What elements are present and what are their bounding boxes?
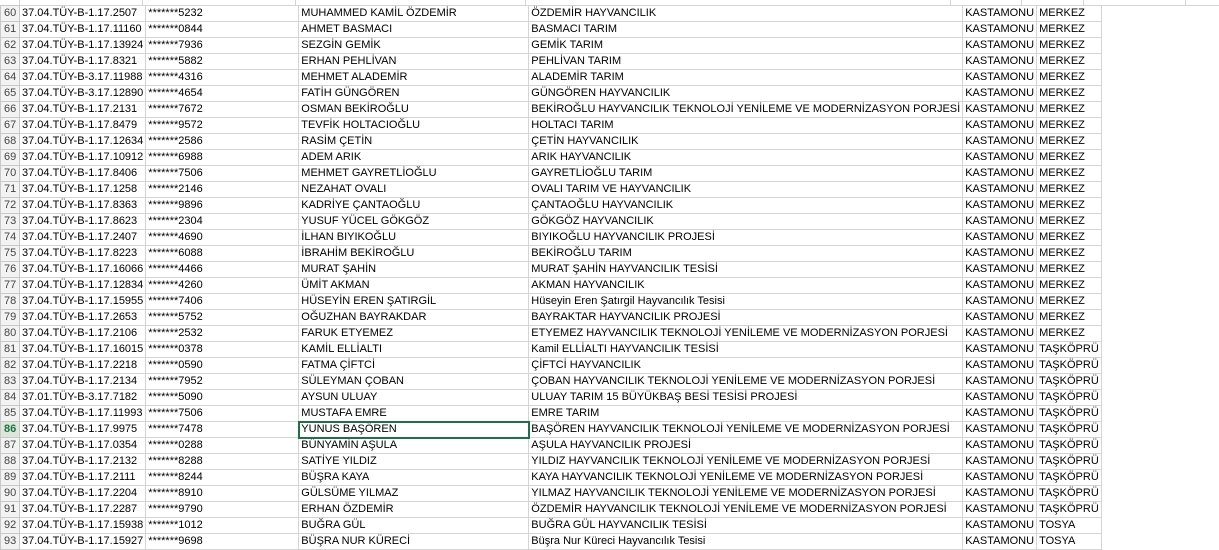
cell-project-code[interactable]: 37.04.TÜY-B-1.17.8223: [20, 246, 146, 262]
cell-project-title[interactable]: GÖKGÖZ HAYVANCILIK: [529, 214, 963, 230]
table-row[interactable]: [1, 294, 1102, 310]
table-row[interactable]: [1, 38, 1102, 54]
cell-name[interactable]: RASİM ÇETİN: [299, 134, 529, 150]
cell-masked-id[interactable]: *******8288: [146, 454, 299, 470]
cell-project-title[interactable]: BEKİROĞLU HAYVANCILIK TEKNOLOJİ YENİLEME VE MODERNİZASYON PORJESİ: [529, 102, 963, 118]
cell-masked-id[interactable]: *******0844: [146, 22, 299, 38]
cell-district[interactable]: TAŞKÖPRÜ: [1037, 406, 1102, 422]
row-header[interactable]: 68: [1, 134, 20, 150]
cell-province[interactable]: KASTAMONU: [963, 54, 1037, 70]
table-row[interactable]: [1, 534, 1102, 550]
row-header[interactable]: 64: [1, 70, 20, 86]
cell-project-title[interactable]: ETYEMEZ HAYVANCILIK TEKNOLOJİ YENİLEME VE MODERNİZASYON PORJESİ: [529, 326, 963, 342]
cell-project-title[interactable]: BAYRAKTAR HAYVANCILIK PROJESİ: [529, 310, 963, 326]
cell-name[interactable]: ERHAN PEHLİVAN: [299, 54, 529, 70]
cell-project-code[interactable]: 37.04.TÜY-B-1.17.2132: [20, 454, 146, 470]
row-header[interactable]: 81: [1, 342, 20, 358]
cell-project-title[interactable]: HOLTACI TARIM: [529, 118, 963, 134]
table-row[interactable]: [1, 182, 1102, 198]
cell-province[interactable]: KASTAMONU: [963, 278, 1037, 294]
table-row[interactable]: [1, 118, 1102, 134]
cell-province[interactable]: KASTAMONU: [963, 502, 1037, 518]
cell-name[interactable]: AHMET BASMACI: [299, 22, 529, 38]
cell-project-title[interactable]: AŞULA HAYVANCILIK PROJESİ: [529, 438, 963, 454]
cell-masked-id[interactable]: *******7672: [146, 102, 299, 118]
cell-project-code[interactable]: 37.04.TÜY-B-1.17.2407: [20, 230, 146, 246]
row-header[interactable]: 72: [1, 198, 20, 214]
table-row[interactable]: [1, 262, 1102, 278]
row-header[interactable]: 71: [1, 182, 20, 198]
cell-project-code[interactable]: 37.04.TÜY-B-1.17.2204: [20, 486, 146, 502]
row-header[interactable]: 83: [1, 374, 20, 390]
cell-name[interactable]: NEZAHAT OVALI: [299, 182, 529, 198]
cell-project-code[interactable]: 37.04.TÜY-B-1.17.2106: [20, 326, 146, 342]
spreadsheet-grid: [0, 5, 1102, 550]
cell-masked-id[interactable]: *******4260: [146, 278, 299, 294]
cell-project-title[interactable]: ULUAY TARIM 15 BÜYÜKBAŞ BESİ TESİSİ PROJESİ: [529, 390, 963, 406]
table-row[interactable]: [1, 70, 1102, 86]
cell-masked-id[interactable]: *******5232: [146, 6, 299, 22]
cell-province[interactable]: KASTAMONU: [963, 246, 1037, 262]
cell-district[interactable]: MERKEZ: [1037, 70, 1102, 86]
cell-project-title[interactable]: GAYRETLİOĞLU TARIM: [529, 166, 963, 182]
cell-province[interactable]: KASTAMONU: [963, 342, 1037, 358]
cell-masked-id[interactable]: *******4654: [146, 86, 299, 102]
cell-project-title[interactable]: ÖZDEMİR HAYVANCILIK: [529, 6, 963, 22]
table-row[interactable]: [1, 438, 1102, 454]
row-header[interactable]: 60: [1, 6, 20, 22]
table-row[interactable]: [1, 422, 1102, 438]
cell-masked-id[interactable]: *******0590: [146, 358, 299, 374]
cell-project-title[interactable]: AKMAN HAYVANCILIK: [529, 278, 963, 294]
cell-project-title[interactable]: BAŞÖREN HAYVANCILIK TEKNOLOJİ YENİLEME VE MODERNİZASYON PORJESİ: [529, 422, 963, 438]
row-header[interactable]: 86: [1, 422, 20, 438]
cell-project-title[interactable]: ÇOBAN HAYVANCILIK TEKNOLOJİ YENİLEME VE MODERNİZASYON PORJESİ: [529, 374, 963, 390]
table-row[interactable]: [1, 6, 1102, 22]
row-header[interactable]: 67: [1, 118, 20, 134]
cell-masked-id[interactable]: *******4466: [146, 262, 299, 278]
cell-project-code[interactable]: 37.04.TÜY-B-1.17.16015: [20, 342, 146, 358]
cell-province[interactable]: KASTAMONU: [963, 230, 1037, 246]
cell-name[interactable]: ÜMİT AKMAN: [299, 278, 529, 294]
cell-province[interactable]: KASTAMONU: [963, 70, 1037, 86]
row-header[interactable]: 93: [1, 534, 20, 550]
cell-district[interactable]: MERKEZ: [1037, 6, 1102, 22]
table-row[interactable]: [1, 230, 1102, 246]
cell-masked-id[interactable]: *******9790: [146, 502, 299, 518]
table-row[interactable]: [1, 390, 1102, 406]
table-row[interactable]: [1, 342, 1102, 358]
table-row[interactable]: [1, 374, 1102, 390]
row-header[interactable]: 69: [1, 150, 20, 166]
cell-province[interactable]: KASTAMONU: [963, 518, 1037, 534]
cell-province[interactable]: KASTAMONU: [963, 422, 1037, 438]
cell-project-code[interactable]: 37.01.TÜY-B-3.17.7182: [20, 390, 146, 406]
cell-project-code[interactable]: 37.04.TÜY-B-1.17.2653: [20, 310, 146, 326]
cell-project-code[interactable]: 37.04.TÜY-B-1.17.11993: [20, 406, 146, 422]
cell-name[interactable]: FATMA ÇİFTCİ: [299, 358, 529, 374]
cell-project-title[interactable]: BEKİROĞLU TARIM: [529, 246, 963, 262]
cell-province[interactable]: KASTAMONU: [963, 326, 1037, 342]
cell-masked-id[interactable]: *******0288: [146, 438, 299, 454]
cell-project-title[interactable]: ÖZDEMİR HAYVANCILIK TEKNOLOJİ YENİLEME VE MODERNİZASYON PORJESİ: [529, 502, 963, 518]
cell-project-code[interactable]: 37.04.TÜY-B-1.17.2287: [20, 502, 146, 518]
row-header[interactable]: 89: [1, 470, 20, 486]
cell-province[interactable]: KASTAMONU: [963, 358, 1037, 374]
row-header[interactable]: 91: [1, 502, 20, 518]
table-row[interactable]: [1, 198, 1102, 214]
table-row[interactable]: [1, 214, 1102, 230]
row-header[interactable]: 65: [1, 86, 20, 102]
cell-masked-id[interactable]: *******5882: [146, 54, 299, 70]
cell-district[interactable]: MERKEZ: [1037, 118, 1102, 134]
cell-district[interactable]: MERKEZ: [1037, 230, 1102, 246]
cell-district[interactable]: TAŞKÖPRÜ: [1037, 422, 1102, 438]
cell-name[interactable]: BÜNYAMİN AŞULA: [299, 438, 529, 454]
cell-province[interactable]: KASTAMONU: [963, 182, 1037, 198]
cell-province[interactable]: KASTAMONU: [963, 150, 1037, 166]
cell-project-title[interactable]: ÇİFTCİ HAYVANCILIK: [529, 358, 963, 374]
cell-project-title[interactable]: YILDIZ HAYVANCILIK TEKNOLOJİ YENİLEME VE MODERNİZASYON PORJESİ: [529, 454, 963, 470]
cell-project-title[interactable]: Kamil ELLİALTI HAYVANCILIK TESİSİ: [529, 342, 963, 358]
cell-district[interactable]: MERKEZ: [1037, 38, 1102, 54]
cell-project-title[interactable]: Büşra Nur Küreci Hayvancılık Tesisi: [529, 534, 963, 550]
cell-masked-id[interactable]: *******8910: [146, 486, 299, 502]
row-header[interactable]: 79: [1, 310, 20, 326]
cell-province[interactable]: KASTAMONU: [963, 294, 1037, 310]
row-header[interactable]: 78: [1, 294, 20, 310]
row-header[interactable]: 90: [1, 486, 20, 502]
cell-masked-id[interactable]: *******5090: [146, 390, 299, 406]
row-header[interactable]: 66: [1, 102, 20, 118]
cell-province[interactable]: KASTAMONU: [963, 454, 1037, 470]
row-header[interactable]: 63: [1, 54, 20, 70]
cell-name[interactable]: MUHAMMED KAMİL ÖZDEMİR: [299, 6, 529, 22]
cell-project-code[interactable]: 37.04.TÜY-B-1.17.9975: [20, 422, 146, 438]
cell-name[interactable]: ADEM ARIK: [299, 150, 529, 166]
cell-project-code[interactable]: 37.04.TÜY-B-1.17.2111: [20, 470, 146, 486]
cell-name[interactable]: TEVFİK HOLTACIOĞLU: [299, 118, 529, 134]
cell-name[interactable]: SATİYE YILDIZ: [299, 454, 529, 470]
table-row[interactable]: [1, 54, 1102, 70]
cell-name[interactable]: BÜŞRA NUR KÜRECİ: [299, 534, 529, 550]
cell-project-code[interactable]: 37.04.TÜY-B-1.17.8321: [20, 54, 146, 70]
cell-province[interactable]: KASTAMONU: [963, 438, 1037, 454]
cell-name[interactable]: YUSUF YÜCEL GÖKGÖZ: [299, 214, 529, 230]
row-header[interactable]: 61: [1, 22, 20, 38]
cell-name[interactable]: ERHAN ÖZDEMİR: [299, 502, 529, 518]
cell-name[interactable]: SÜLEYMAN ÇOBAN: [299, 374, 529, 390]
cell-masked-id[interactable]: *******9698: [146, 534, 299, 550]
cell-project-code[interactable]: 37.04.TÜY-B-3.17.12890: [20, 86, 146, 102]
cell-masked-id[interactable]: *******2304: [146, 214, 299, 230]
row-header[interactable]: 84: [1, 390, 20, 406]
table-row[interactable]: [1, 22, 1102, 38]
cell-district[interactable]: MERKEZ: [1037, 150, 1102, 166]
cell-project-code[interactable]: 37.04.TÜY-B-1.17.2134: [20, 374, 146, 390]
cell-province[interactable]: KASTAMONU: [963, 310, 1037, 326]
cell-name[interactable]: HÜSEYİN EREN ŞATIRGİL: [299, 294, 529, 310]
cell-project-code[interactable]: 37.04.TÜY-B-1.17.15955: [20, 294, 146, 310]
table-row[interactable]: [1, 486, 1102, 502]
table-row[interactable]: [1, 502, 1102, 518]
cell-province[interactable]: KASTAMONU: [963, 22, 1037, 38]
cell-project-title[interactable]: Hüseyin Eren Şatırgil Hayvancılık Tesisi: [529, 294, 963, 310]
cell-province[interactable]: KASTAMONU: [963, 166, 1037, 182]
table-row[interactable]: [1, 518, 1102, 534]
cell-name[interactable]: SEZGİN GEMİK: [299, 38, 529, 54]
cell-province[interactable]: KASTAMONU: [963, 406, 1037, 422]
cell-province[interactable]: KASTAMONU: [963, 534, 1037, 550]
cell-name[interactable]: AYSUN ULUAY: [299, 390, 529, 406]
cell-district[interactable]: TAŞKÖPRÜ: [1037, 390, 1102, 406]
cell-district[interactable]: MERKEZ: [1037, 86, 1102, 102]
row-header[interactable]: 62: [1, 38, 20, 54]
cell-project-code[interactable]: 37.04.TÜY-B-1.17.12834: [20, 278, 146, 294]
cell-district[interactable]: TAŞKÖPRÜ: [1037, 342, 1102, 358]
cell-district[interactable]: MERKEZ: [1037, 102, 1102, 118]
cell-masked-id[interactable]: *******7952: [146, 374, 299, 390]
cell-district[interactable]: TAŞKÖPRÜ: [1037, 470, 1102, 486]
cell-project-title[interactable]: MURAT ŞAHİN HAYVANCILIK TESİSİ: [529, 262, 963, 278]
table-row[interactable]: [1, 406, 1102, 422]
table-row[interactable]: [1, 326, 1102, 342]
cell-district[interactable]: MERKEZ: [1037, 326, 1102, 342]
cell-district[interactable]: MERKEZ: [1037, 278, 1102, 294]
cell-project-title[interactable]: BIYIKOĞLU HAYVANCILIK PROJESİ: [529, 230, 963, 246]
table-row[interactable]: [1, 86, 1102, 102]
table-row[interactable]: [1, 358, 1102, 374]
cell-project-title[interactable]: GEMİK TARIM: [529, 38, 963, 54]
cell-masked-id[interactable]: *******7478: [146, 422, 299, 438]
cell-name[interactable]: MURAT ŞAHİN: [299, 262, 529, 278]
cell-project-title[interactable]: YILMAZ HAYVANCILIK TEKNOLOJİ YENİLEME VE MODERNİZASYON PORJESİ: [529, 486, 963, 502]
cell-project-title[interactable]: EMRE TARIM: [529, 406, 963, 422]
cell-name[interactable]: BUĞRA GÜL: [299, 518, 529, 534]
row-header[interactable]: 85: [1, 406, 20, 422]
cell-project-code[interactable]: 37.04.TÜY-B-1.17.8623: [20, 214, 146, 230]
cell-name[interactable]: YUNUS BAŞÖREN: [299, 422, 529, 438]
row-header[interactable]: 87: [1, 438, 20, 454]
cell-project-title[interactable]: GÜNGÖREN HAYVANCILIK: [529, 86, 963, 102]
cell-masked-id[interactable]: *******9572: [146, 118, 299, 134]
table-row[interactable]: [1, 470, 1102, 486]
cell-project-code[interactable]: 37.04.TÜY-B-1.17.0354: [20, 438, 146, 454]
table-row[interactable]: [1, 454, 1102, 470]
cell-name[interactable]: KADRİYE ÇANTAOĞLU: [299, 198, 529, 214]
row-header[interactable]: 77: [1, 278, 20, 294]
cell-province[interactable]: KASTAMONU: [963, 118, 1037, 134]
cell-district[interactable]: MERKEZ: [1037, 262, 1102, 278]
cell-district[interactable]: TAŞKÖPRÜ: [1037, 438, 1102, 454]
table-row[interactable]: [1, 102, 1102, 118]
cell-name[interactable]: İLHAN BIYIKOĞLU: [299, 230, 529, 246]
cell-district[interactable]: MERKEZ: [1037, 198, 1102, 214]
cell-name[interactable]: OĞUZHAN BAYRAKDAR: [299, 310, 529, 326]
cell-masked-id[interactable]: *******7406: [146, 294, 299, 310]
cell-project-code[interactable]: 37.04.TÜY-B-1.17.12634: [20, 134, 146, 150]
cell-district[interactable]: MERKEZ: [1037, 134, 1102, 150]
cell-project-title[interactable]: ÇETİN HAYVANCILIK: [529, 134, 963, 150]
cell-district[interactable]: TAŞKÖPRÜ: [1037, 374, 1102, 390]
row-header[interactable]: 92: [1, 518, 20, 534]
cell-province[interactable]: KASTAMONU: [963, 390, 1037, 406]
row-header[interactable]: 76: [1, 262, 20, 278]
cell-project-code[interactable]: 37.04.TÜY-B-1.17.11160: [20, 22, 146, 38]
cell-province[interactable]: KASTAMONU: [963, 38, 1037, 54]
cell-name[interactable]: MEHMET ALADEMİR: [299, 70, 529, 86]
cell-district[interactable]: TAŞKÖPRÜ: [1037, 454, 1102, 470]
cell-province[interactable]: KASTAMONU: [963, 470, 1037, 486]
cell-masked-id[interactable]: *******1012: [146, 518, 299, 534]
cell-district[interactable]: MERKEZ: [1037, 214, 1102, 230]
table-row[interactable]: [1, 278, 1102, 294]
cell-name[interactable]: MUSTAFA EMRE: [299, 406, 529, 422]
cell-district[interactable]: TOSYA: [1037, 518, 1102, 534]
cell-project-title[interactable]: OVALI TARIM VE HAYVANCILIK: [529, 182, 963, 198]
cell-project-code[interactable]: 37.04.TÜY-B-1.17.8406: [20, 166, 146, 182]
cell-masked-id[interactable]: *******7506: [146, 406, 299, 422]
cell-province[interactable]: KASTAMONU: [963, 198, 1037, 214]
cell-province[interactable]: KASTAMONU: [963, 86, 1037, 102]
cell-district[interactable]: MERKEZ: [1037, 294, 1102, 310]
cell-district[interactable]: MERKEZ: [1037, 310, 1102, 326]
cell-project-title[interactable]: BUĞRA GÜL HAYVANCILIK TESİSİ: [529, 518, 963, 534]
row-header[interactable]: 88: [1, 454, 20, 470]
cell-project-title[interactable]: KAYA HAYVANCILIK TEKNOLOJİ YENİLEME VE MODERNİZASYON PORJESİ: [529, 470, 963, 486]
cell-name[interactable]: İBRAHİM BEKİROĞLU: [299, 246, 529, 262]
cell-name[interactable]: FARUK ETYEMEZ: [299, 326, 529, 342]
cell-district[interactable]: MERKEZ: [1037, 182, 1102, 198]
cell-project-code[interactable]: 37.04.TÜY-B-1.17.8363: [20, 198, 146, 214]
cell-project-title[interactable]: ALADEMİR TARIM: [529, 70, 963, 86]
cell-masked-id[interactable]: *******4690: [146, 230, 299, 246]
cell-district[interactable]: TAŞKÖPRÜ: [1037, 486, 1102, 502]
cell-province[interactable]: KASTAMONU: [963, 134, 1037, 150]
cell-project-code[interactable]: 37.04.TÜY-B-1.17.8479: [20, 118, 146, 134]
cell-project-title[interactable]: BASMACI TARIM: [529, 22, 963, 38]
cell-project-code[interactable]: 37.04.TÜY-B-1.17.10912: [20, 150, 146, 166]
cell-masked-id[interactable]: *******2146: [146, 182, 299, 198]
row-header[interactable]: 73: [1, 214, 20, 230]
cell-project-code[interactable]: 37.04.TÜY-B-3.17.11988: [20, 70, 146, 86]
row-header[interactable]: 80: [1, 326, 20, 342]
cell-project-code[interactable]: 37.04.TÜY-B-1.17.15927: [20, 534, 146, 550]
cell-district[interactable]: MERKEZ: [1037, 246, 1102, 262]
cell-masked-id[interactable]: *******9896: [146, 198, 299, 214]
cell-province[interactable]: KASTAMONU: [963, 102, 1037, 118]
row-header[interactable]: 82: [1, 358, 20, 374]
cell-masked-id[interactable]: *******8244: [146, 470, 299, 486]
cell-project-title[interactable]: ARIK HAYVANCILIK: [529, 150, 963, 166]
cell-district[interactable]: TAŞKÖPRÜ: [1037, 502, 1102, 518]
cell-province[interactable]: KASTAMONU: [963, 374, 1037, 390]
cell-project-code[interactable]: 37.04.TÜY-B-1.17.15938: [20, 518, 146, 534]
cell-name[interactable]: OSMAN BEKİROĞLU: [299, 102, 529, 118]
cell-masked-id[interactable]: *******6088: [146, 246, 299, 262]
table-row[interactable]: [1, 246, 1102, 262]
row-header[interactable]: 74: [1, 230, 20, 246]
cell-project-code[interactable]: 37.04.TÜY-B-1.17.16066: [20, 262, 146, 278]
cell-masked-id[interactable]: *******2532: [146, 326, 299, 342]
cell-province[interactable]: KASTAMONU: [963, 6, 1037, 22]
cell-masked-id[interactable]: *******7506: [146, 166, 299, 182]
cell-name[interactable]: GÜLSÜME YILMAZ: [299, 486, 529, 502]
cell-district[interactable]: MERKEZ: [1037, 22, 1102, 38]
cell-project-code[interactable]: 37.04.TÜY-B-1.17.2218: [20, 358, 146, 374]
cell-province[interactable]: KASTAMONU: [963, 486, 1037, 502]
cell-project-code[interactable]: 37.04.TÜY-B-1.17.2131: [20, 102, 146, 118]
cell-province[interactable]: KASTAMONU: [963, 262, 1037, 278]
cell-name[interactable]: MEHMET GAYRETLİOĞLU: [299, 166, 529, 182]
cell-name[interactable]: FATİH GÜNGÖREN: [299, 86, 529, 102]
cell-masked-id[interactable]: *******4316: [146, 70, 299, 86]
table-row[interactable]: [1, 310, 1102, 326]
table-row[interactable]: [1, 150, 1102, 166]
cell-masked-id[interactable]: *******5752: [146, 310, 299, 326]
cell-name[interactable]: KAMİL ELLİALTI: [299, 342, 529, 358]
cell-name[interactable]: BÜŞRA KAYA: [299, 470, 529, 486]
cell-province[interactable]: KASTAMONU: [963, 214, 1037, 230]
cell-project-code[interactable]: 37.04.TÜY-B-1.17.13924: [20, 38, 146, 54]
cell-masked-id[interactable]: *******2586: [146, 134, 299, 150]
cell-masked-id[interactable]: *******7936: [146, 38, 299, 54]
cell-district[interactable]: MERKEZ: [1037, 166, 1102, 182]
cell-masked-id[interactable]: *******6988: [146, 150, 299, 166]
cell-district[interactable]: TAŞKÖPRÜ: [1037, 358, 1102, 374]
row-header[interactable]: 70: [1, 166, 20, 182]
table-row[interactable]: [1, 166, 1102, 182]
cell-masked-id[interactable]: *******0378: [146, 342, 299, 358]
cell-project-code[interactable]: 37.04.TÜY-B-1.17.1258: [20, 182, 146, 198]
table-row[interactable]: [1, 134, 1102, 150]
cell-project-code[interactable]: 37.04.TÜY-B-1.17.2507: [20, 6, 146, 22]
row-header[interactable]: 75: [1, 246, 20, 262]
cell-project-title[interactable]: ÇANTAOĞLU HAYVANCILIK: [529, 198, 963, 214]
cell-project-title[interactable]: PEHLİVAN TARIM: [529, 54, 963, 70]
cell-district[interactable]: MERKEZ: [1037, 54, 1102, 70]
cell-district[interactable]: TOSYA: [1037, 534, 1102, 550]
